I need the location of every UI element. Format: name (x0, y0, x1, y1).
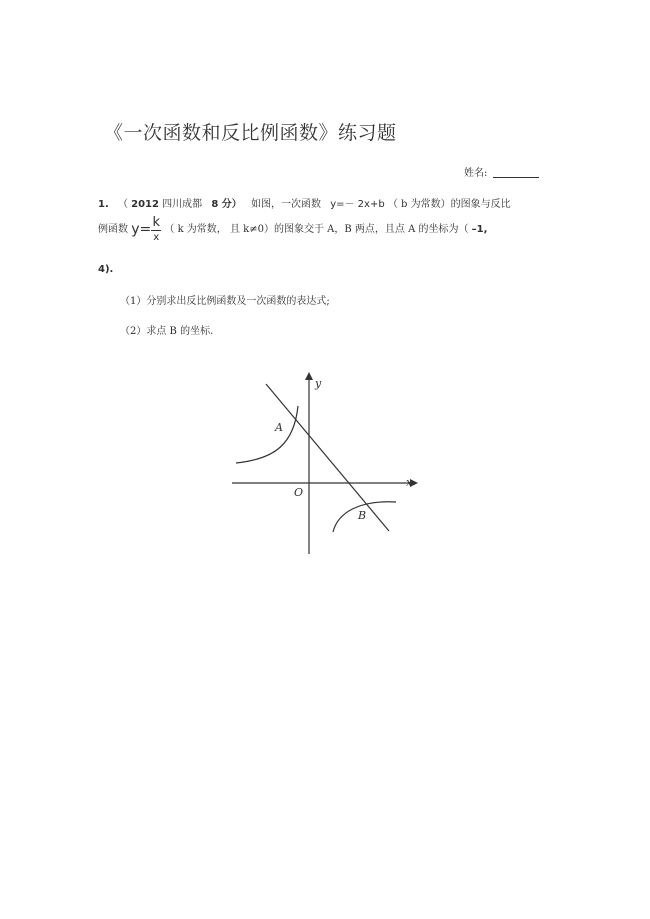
fraction-numerator: k (152, 215, 160, 230)
inverse-fraction (151, 216, 161, 243)
problem-line-1-tail: （ b 为常数）的图象与反比 (387, 199, 511, 210)
source-year: 2012 (131, 199, 159, 210)
document-title: 《一次函数和反比例函数》练习题 (104, 122, 397, 144)
source-place: 四川成都 (162, 199, 203, 210)
function-graph (230, 372, 420, 562)
source-points: 8 分） (211, 199, 242, 210)
source-open: （ (117, 199, 128, 210)
linear-function-line (266, 384, 389, 531)
fraction-bar (151, 230, 161, 231)
linear-equation: y=－ 2x+b (330, 199, 385, 210)
problem-line-2-head: 例函数 (98, 224, 128, 235)
problem-line-1 (98, 195, 511, 210)
y-axis-arrow (305, 372, 313, 380)
point-b-label: B (358, 509, 367, 522)
y-axis-label: y (315, 377, 322, 390)
problem-intro-text: 如图，一次函数 (251, 199, 321, 210)
origin-label: O (294, 486, 304, 499)
problem-line-3: 4). (98, 264, 114, 275)
name-label: 姓名: (464, 168, 488, 179)
problem-line-2 (98, 216, 487, 243)
problem-number: 1. (98, 199, 109, 210)
hyperbola-branch-upper-left (236, 406, 298, 463)
name-field-row (464, 164, 539, 179)
fraction-denominator: x (153, 232, 160, 243)
name-blank-line (493, 177, 539, 178)
question-2: （2）求点 B 的坐标. (120, 326, 214, 337)
x-axis-label: x (406, 476, 413, 489)
problem-line-2-mid: （ k 为常数， 且 k≠0）的图象交于 A，B 两点，且点 A 的坐标为（ (164, 224, 469, 235)
point-a-x: –1, (471, 224, 488, 235)
point-a-label: A (275, 421, 283, 434)
inverse-equation-lhs: y= (131, 221, 152, 238)
question-1: （1）分别求出反比例函数及一次函数的表达式; (120, 296, 330, 307)
